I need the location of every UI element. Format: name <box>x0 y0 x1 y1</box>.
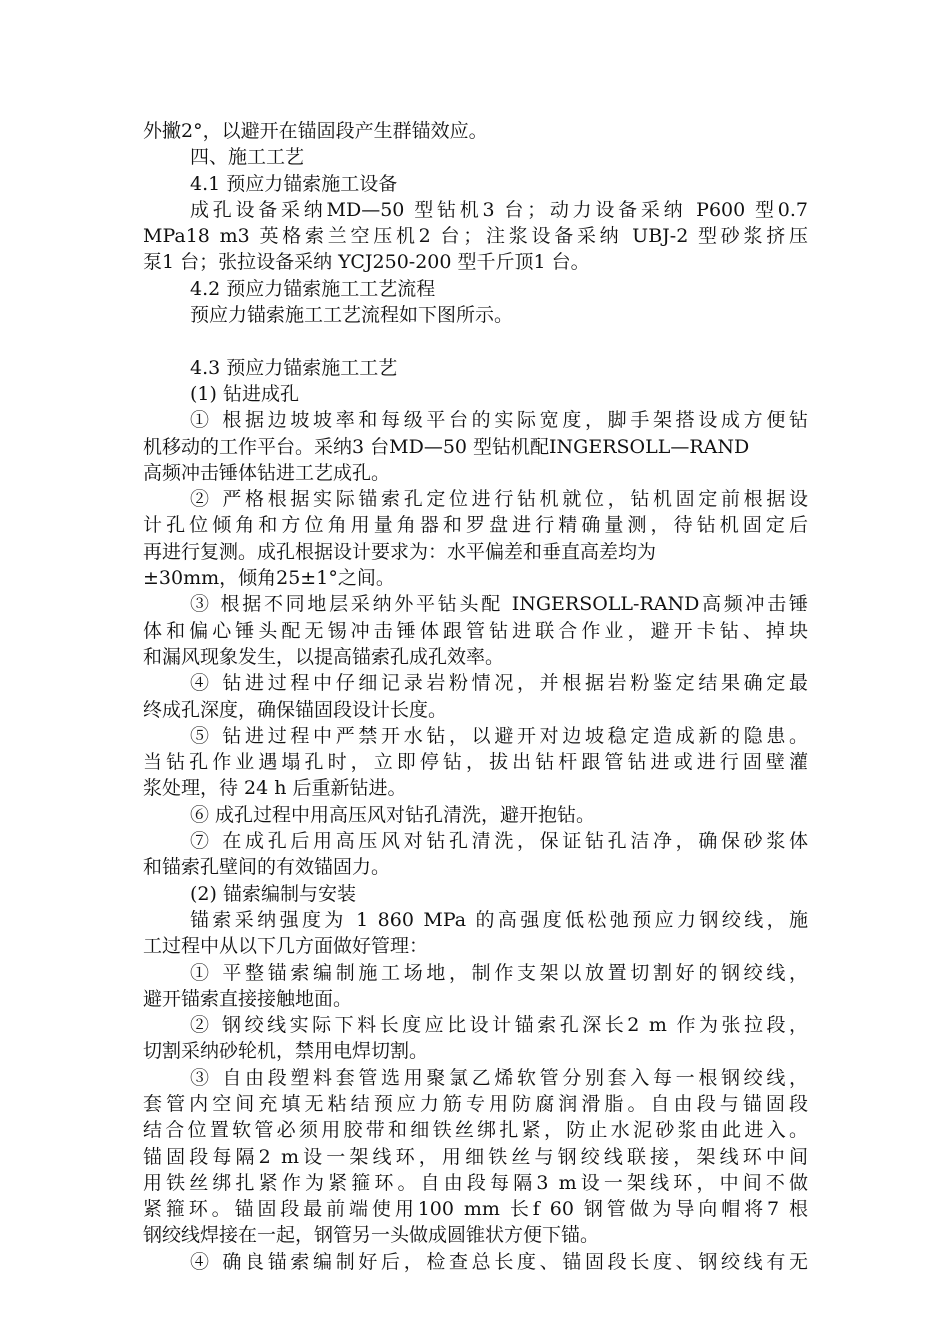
text-line: 套管内空间充填无粘结预应力筋专用防腐润滑脂。自由段与锚固段 <box>143 1092 808 1115</box>
text-line: 和锚索孔壁间的有效锚固力。 <box>143 856 391 879</box>
text-line: ⑤ 钻进过程中严禁开水钻，以避开对边坡稳定造成新的隐患。 <box>190 724 808 747</box>
text-line: 工过程中从以下几方面做好管理： <box>143 935 429 958</box>
text-line: 和漏风现象发生，以提高锚索孔成孔效率。 <box>143 645 505 668</box>
text-line: 锚索采纳强度为 1 860 MPa 的高强度低松弛预应力钢绞线，施 <box>190 908 808 931</box>
text-line: 成孔设备采纳MD—50 型钻机3 台；动力设备采纳 P600 型0.7 <box>190 198 808 221</box>
text-line: 结合位置软管必须用胶带和细铁丝绑扎紧，防止水泥砂浆由此进入。 <box>143 1119 808 1142</box>
text-line: 外撇2°，以避开在锚固段产生群锚效应。 <box>143 120 488 142</box>
text-line: ±30mm，倾角25±1°之间。 <box>143 567 395 590</box>
text-line: 4.3 预应力锚索施工工艺 <box>190 356 398 379</box>
text-line: ① 根据边坡坡率和每级平台的实际宽度，脚手架搭设成方便钻 <box>190 409 808 432</box>
text-line: 再进行复测。成孔根据设计要求为：水平偏差和垂直高差均为 <box>143 540 657 563</box>
text-line: 机移动的工作平台。采纳3 台MD—50 型钻机配INGERSOLL—RAND <box>143 435 750 458</box>
text-line: (1) 钻进成孔 <box>190 382 299 405</box>
text-line: 高频冲击锤体钻进工艺成孔。 <box>143 461 391 484</box>
text-line: 四、施工工艺 <box>190 146 305 169</box>
text-line: 4.1 预应力锚索施工设备 <box>190 172 398 195</box>
text-line: 锚固段每隔2 m设一架线环，用细铁丝与钢绞线联接，架线环中间 <box>143 1145 808 1168</box>
text-line: 计孔位倾角和方位角用量角器和罗盘进行精确量测，待钻机固定后 <box>143 514 808 537</box>
text-line: 钢绞线焊接在一起，钢管另一头做成圆锥状方便下锚。 <box>143 1224 600 1247</box>
text-line: 体和偏心锤头配无锡冲击锤体跟管钻进联合作业，避开卡钻、掉块 <box>143 619 808 642</box>
text-line: ⑦ 在成孔后用高压风对钻孔清洗，保证钻孔洁净，确保砂浆体 <box>190 830 808 853</box>
text-line: ③ 自由段塑料套管选用聚氯乙烯软管分别套入每一根钢绞线， <box>190 1066 808 1089</box>
text-line: ① 平整锚索编制施工场地，制作支架以放置切割好的钢绞线， <box>190 961 808 984</box>
text-line: MPa18 m3 英格索兰空压机2 台；注浆设备采纳 UBJ-2 型砂浆挤压 <box>143 225 808 248</box>
text-line: ② 严格根据实际锚索孔定位进行钻机就位，钻机固定前根据设 <box>190 488 808 511</box>
text-line: 终成孔深度，确保锚固段设计长度。 <box>143 698 448 721</box>
text-line: ③ 根据不同地层采纳外平钻头配 INGERSOLL-RAND高频冲击锤 <box>190 593 808 616</box>
text-line: ④ 确良锚索编制好后，检查总长度、锚固段长度、钢绞线有无 <box>190 1250 808 1273</box>
text-line: 4.2 预应力锚索施工工艺流程 <box>190 277 436 300</box>
text-line: (2) 锚索编制与安装 <box>190 882 356 905</box>
document-page <box>143 118 808 1275</box>
text-line: 避开锚索直接接触地面。 <box>143 987 353 1010</box>
text-line: ④ 钻进过程中仔细记录岩粉情况，并根据岩粉鉴定结果确定最 <box>190 672 808 695</box>
text-line: ② 钢绞线实际下料长度应比设计锚索孔深长2 m 作为张拉段， <box>190 1014 808 1037</box>
blank-line <box>143 328 808 354</box>
text-line: 切割采纳砂轮机，禁用电焊切割。 <box>143 1040 429 1063</box>
text-line: 用铁丝绑扎紧作为紧箍环。自由段每隔3 m设一架线环，中间不做 <box>143 1171 808 1194</box>
text-line: 预应力锚索施工工艺流程如下图所示。 <box>190 304 514 327</box>
text-line: 泵1 台；张拉设备采纳 YCJ250-200 型千斤顶1 台。 <box>143 251 590 274</box>
text-line: 当钻孔作业遇塌孔时，立即停钻，拔出钻杆跟管钻进或进行固壁灌 <box>143 751 808 774</box>
text-line: 浆处理，待 24 h 后重新钻进。 <box>143 777 407 800</box>
text-line: 紧箍环。锚固段最前端使用100 mm 长f 60 钢管做为导向帽将7 根 <box>143 1198 808 1221</box>
text-line: ⑥ 成孔过程中用高压风对钻孔清洗，避开抱钻。 <box>190 803 596 826</box>
